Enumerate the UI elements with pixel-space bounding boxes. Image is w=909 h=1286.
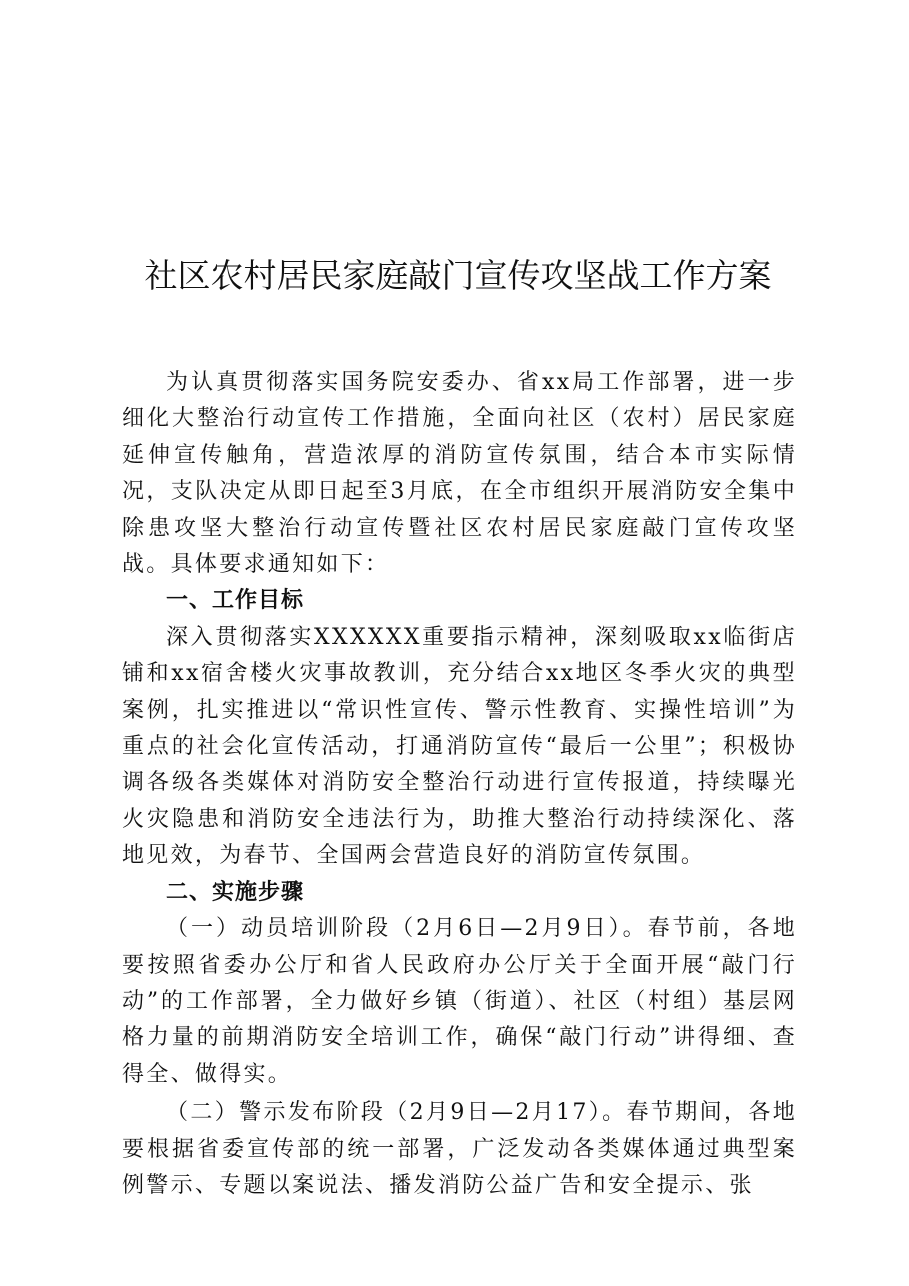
intro-paragraph: 为认真贯彻落实国务院安委办、省xx局工作部署，进一步细化大整治行动宣传工作措施，全面向社区（农村）居民家庭延伸宣传触角，营造浓厚的消防宣传氛围，结合本市实际情况，支队决定从即日起至3月底，在全市组织开展消防安全集中除患攻坚大整治行动宣传暨社区农村居民家庭敲门宣传攻坚战。具体要求通知如下： <box>122 370 797 578</box>
step-2-paragraph: （二）警示发布阶段（2月9日—2月17）。春节期间，各地要根据省委宣传部的统一部署，广泛发动各类媒体通过典型案例警示、专题以案说法、播发消防公益广告和安全提示、张 <box>122 1100 797 1198</box>
section-heading-goals: 一、工作目标 <box>166 588 305 614</box>
document-title: 社区农村居民家庭敲门宣传攻坚战工作方案 <box>144 256 772 295</box>
step-1-paragraph: （一）动员培训阶段（2月6日—2月9日）。春节前，各地要按照省委办公厅和省人民政府办公厅关于全面开展“敲门行动”的工作部署，全力做好乡镇（街道）、社区（村组）基层网格力量的前期消防安全培训工作，确保“敲门行动”讲得细、查得全、做得实。 <box>122 916 797 1087</box>
document-body <box>122 365 797 1204</box>
goals-paragraph: 深入贯彻落实XXXXXX重要指示精神，深刻吸取xx临街店铺和xx宿舍楼火灾事故教训，充分结合xx地区冬季火灾的典型案例，扎实推进以“常识性宣传、警示性教育、实操性培训”为重点的社会化宣传活动，打通消防宣传“最后一公里”；积极协调各级各类媒体对消防安全整治行动进行宣传报道，持续曝光火灾隐患和消防安全违法行为，助推大整治行动持续深化、落地见效，为春节、全国两会营造良好的消防宣传氛围。 <box>122 624 797 869</box>
section-heading-steps: 二、实施步骤 <box>166 879 305 905</box>
